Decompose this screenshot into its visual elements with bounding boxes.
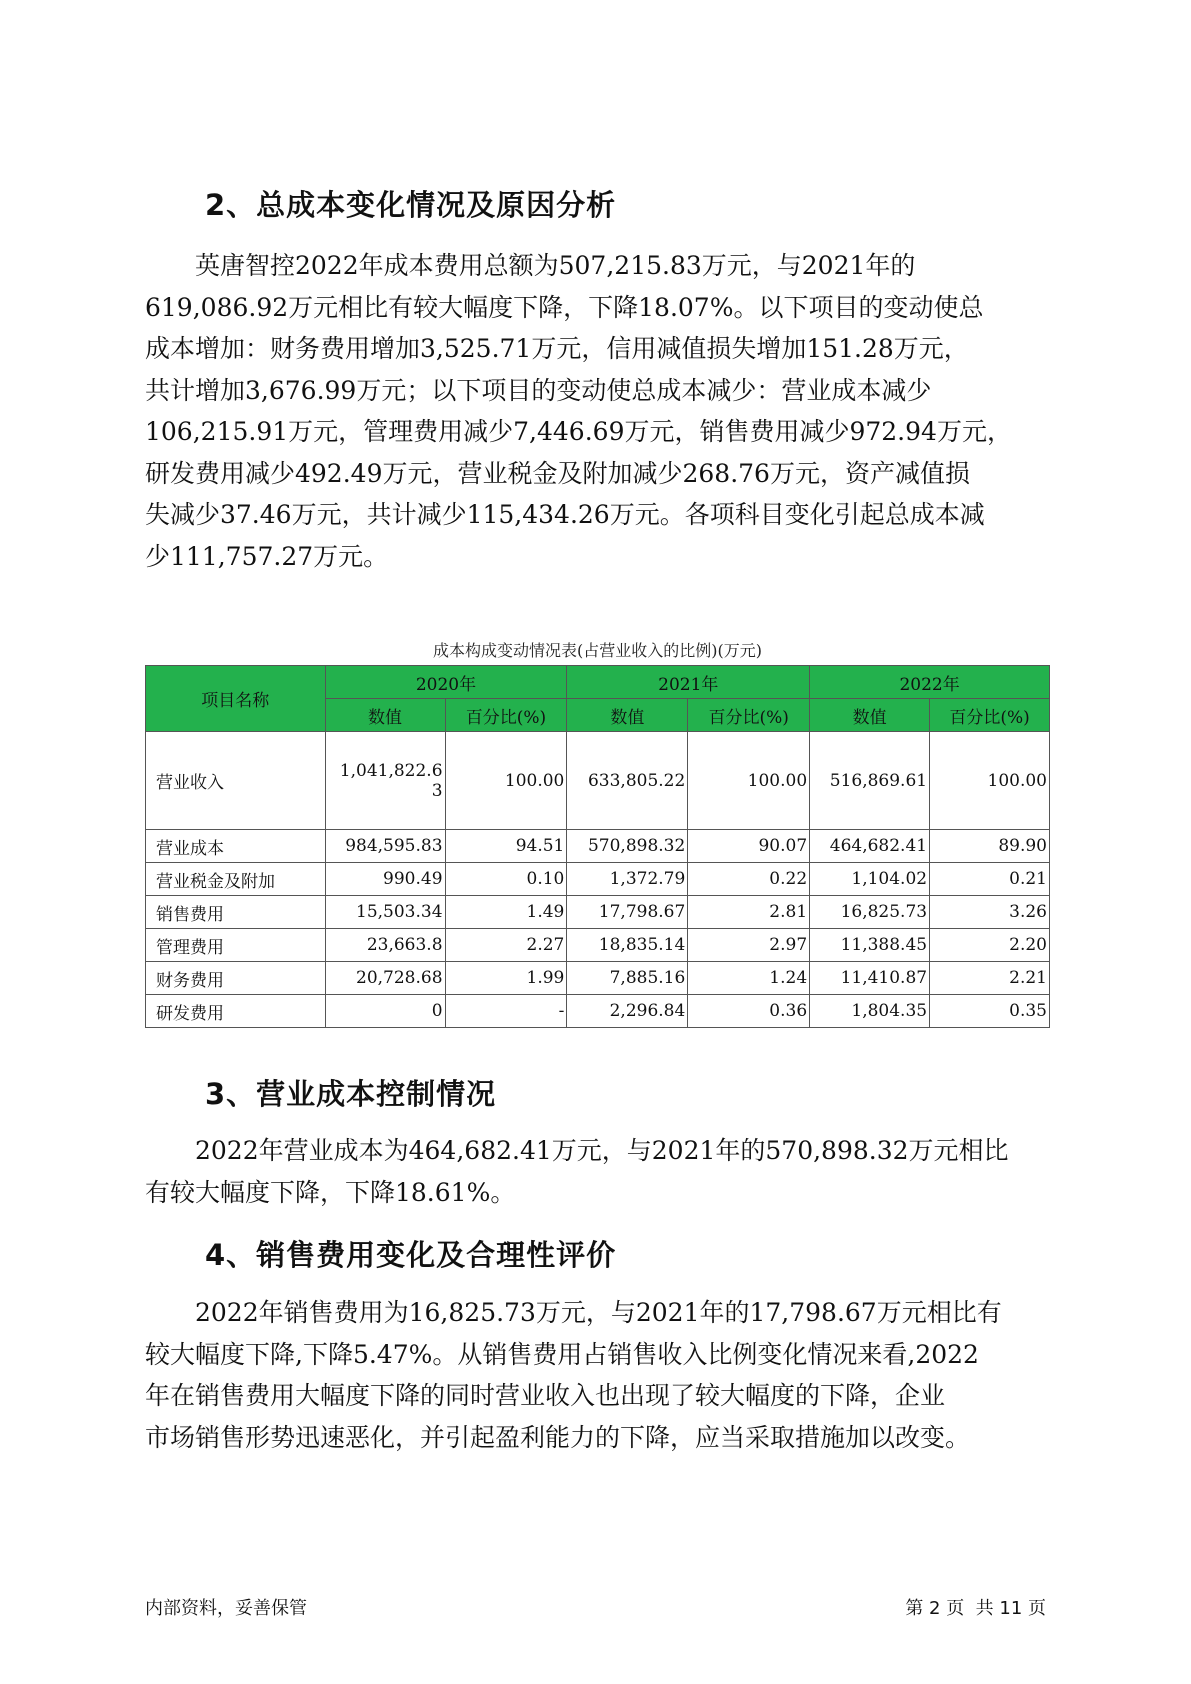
cell-percent-2022: 89.90 xyxy=(930,830,1050,863)
row-name: 营业税金及附加 xyxy=(146,863,326,896)
cell-percent-2020: - xyxy=(445,995,567,1028)
cell-percent-2021: 1.24 xyxy=(688,962,810,995)
cell-value-2021: 633,805.22 xyxy=(567,732,688,830)
section-4-heading: 4、销售费用变化及合理性评价 xyxy=(205,1238,617,1272)
row-name: 管理费用 xyxy=(146,929,326,962)
paragraph-line: 共计增加3,676.99万元；以下项目的变动使总成本减少：营业成本减少 xyxy=(145,375,932,405)
paragraph-line: 成本增加：财务费用增加3,525.71万元，信用减值损失增加151.28万元， xyxy=(145,334,969,363)
paragraph-line: 619,086.92万元相比有较大幅度下降，下降18.07%。以下项目的变动使总 xyxy=(145,292,984,322)
header-value: 数值 xyxy=(567,699,688,732)
cell-percent-2021: 2.81 xyxy=(688,896,810,929)
cell-percent-2020: 0.10 xyxy=(445,863,567,896)
cell-value-2020: 1,041,822.6 3 xyxy=(325,732,445,830)
table-row xyxy=(146,962,1050,995)
header-value: 数值 xyxy=(810,699,930,732)
cell-value-2022: 11,410.87 xyxy=(810,962,930,995)
cell-percent-2021: 100.00 xyxy=(688,732,810,830)
cell-percent-2022: 2.21 xyxy=(930,962,1050,995)
table-row xyxy=(146,896,1050,929)
cell-percent-2022: 0.21 xyxy=(930,863,1050,896)
cell-value-2020: 984,595.83 xyxy=(325,830,445,863)
header-year-2020: 2020年 xyxy=(325,666,567,699)
row-name: 研发费用 xyxy=(146,995,326,1028)
paragraph-line: 106,215.91万元，管理费用减少7,446.69万元，销售费用减少972.94万元， xyxy=(145,417,1012,446)
cell-percent-2021: 2.97 xyxy=(688,929,810,962)
cell-value-2021: 2,296.84 xyxy=(567,995,688,1028)
cell-percent-2020: 100.00 xyxy=(445,732,567,830)
paragraph-line: 年在销售费用大幅度下降的同时营业收入也出现了较大幅度的下降，企业 xyxy=(145,1381,946,1410)
cell-value-2022: 11,388.45 xyxy=(810,929,930,962)
paragraph-line: 市场销售形势迅速恶化，并引起盈利能力的下降，应当采取措施加以改变。 xyxy=(145,1422,971,1452)
row-name: 销售费用 xyxy=(146,896,326,929)
header-percent: 百分比(%) xyxy=(688,699,810,732)
cell-percent-2021: 90.07 xyxy=(688,830,810,863)
header-value: 数值 xyxy=(325,699,445,732)
cell-percent-2020: 2.27 xyxy=(445,929,567,962)
table-row xyxy=(146,830,1050,863)
cell-value-2020: 20,728.68 xyxy=(325,962,445,995)
table-row xyxy=(146,863,1050,896)
cell-percent-2020: 94.51 xyxy=(445,830,567,863)
header-percent: 百分比(%) xyxy=(930,699,1050,732)
paragraph-line: 研发费用减少492.49万元，营业税金及附加减少268.76万元，资产减值损 xyxy=(145,458,970,488)
cell-value-2020: 23,663.8 xyxy=(325,929,445,962)
footer-page-number: 第 2 页 共 11 页 xyxy=(905,1598,1046,1619)
cell-percent-2020: 1.99 xyxy=(445,962,567,995)
cell-value-2022: 16,825.73 xyxy=(810,896,930,929)
cost-structure-table xyxy=(145,665,1050,1028)
header-year-2022: 2022年 xyxy=(810,666,1050,699)
paragraph-line: 2022年销售费用为16,825.73万元，与2021年的17,798.67万元相比有 xyxy=(195,1298,1002,1327)
cell-value-2021: 18,835.14 xyxy=(567,929,688,962)
paragraph-line: 较大幅度下降,下降5.47%。从销售费用占销售收入比例变化情况来看,2022 xyxy=(145,1339,979,1369)
cell-percent-2022: 2.20 xyxy=(930,929,1050,962)
row-name: 财务费用 xyxy=(146,962,326,995)
header-percent: 百分比(%) xyxy=(445,699,567,732)
cell-value-2021: 7,885.16 xyxy=(567,962,688,995)
section-2-paragraph xyxy=(145,245,1045,577)
cell-value-2021: 570,898.32 xyxy=(567,830,688,863)
table-caption: 成本构成变动情况表(占营业收入的比例)(万元) xyxy=(433,641,762,660)
cell-percent-2022: 100.00 xyxy=(930,732,1050,830)
cell-value-2022: 1,104.02 xyxy=(810,863,930,896)
cell-value-2021: 1,372.79 xyxy=(567,863,688,896)
cell-value-2020: 15,503.34 xyxy=(325,896,445,929)
cell-value-2020: 990.49 xyxy=(325,863,445,896)
cell-value-2022: 464,682.41 xyxy=(810,830,930,863)
paragraph-line: 英唐智控2022年成本费用总额为507,215.83万元，与2021年的 xyxy=(195,251,916,280)
header-item-name: 项目名称 xyxy=(146,666,326,732)
paragraph-line: 失减少37.46万元，共计减少115,434.26万元。各项科目变化引起总成本减 xyxy=(145,500,985,529)
row-name: 营业收入 xyxy=(146,732,326,830)
table-row xyxy=(146,929,1050,962)
footer-confidential-note: 内部资料，妥善保管 xyxy=(145,1598,307,1619)
cell-value-2021: 17,798.67 xyxy=(567,896,688,929)
cell-value-2022: 516,869.61 xyxy=(810,732,930,830)
section-3-paragraph xyxy=(145,1130,1045,1213)
row-name: 营业成本 xyxy=(146,830,326,863)
paragraph-line: 有较大幅度下降，下降18.61%。 xyxy=(145,1177,516,1207)
table-row xyxy=(146,995,1050,1028)
section-4-paragraph xyxy=(145,1292,1045,1458)
cell-percent-2022: 3.26 xyxy=(930,896,1050,929)
cell-percent-2021: 0.22 xyxy=(688,863,810,896)
cell-value-2020: 0 xyxy=(325,995,445,1028)
cell-percent-2020: 1.49 xyxy=(445,896,567,929)
section-2-heading: 2、总成本变化情况及原因分析 xyxy=(205,188,617,222)
header-year-2021: 2021年 xyxy=(567,666,810,699)
table-row xyxy=(146,732,1050,830)
cell-value-2022: 1,804.35 xyxy=(810,995,930,1028)
cell-percent-2022: 0.35 xyxy=(930,995,1050,1028)
section-3-heading: 3、营业成本控制情况 xyxy=(205,1077,497,1111)
paragraph-line: 2022年营业成本为464,682.41万元，与2021年的570,898.32万元相比 xyxy=(195,1136,1009,1165)
paragraph-line: 少111,757.27万元。 xyxy=(145,541,389,571)
cell-percent-2021: 0.36 xyxy=(688,995,810,1028)
